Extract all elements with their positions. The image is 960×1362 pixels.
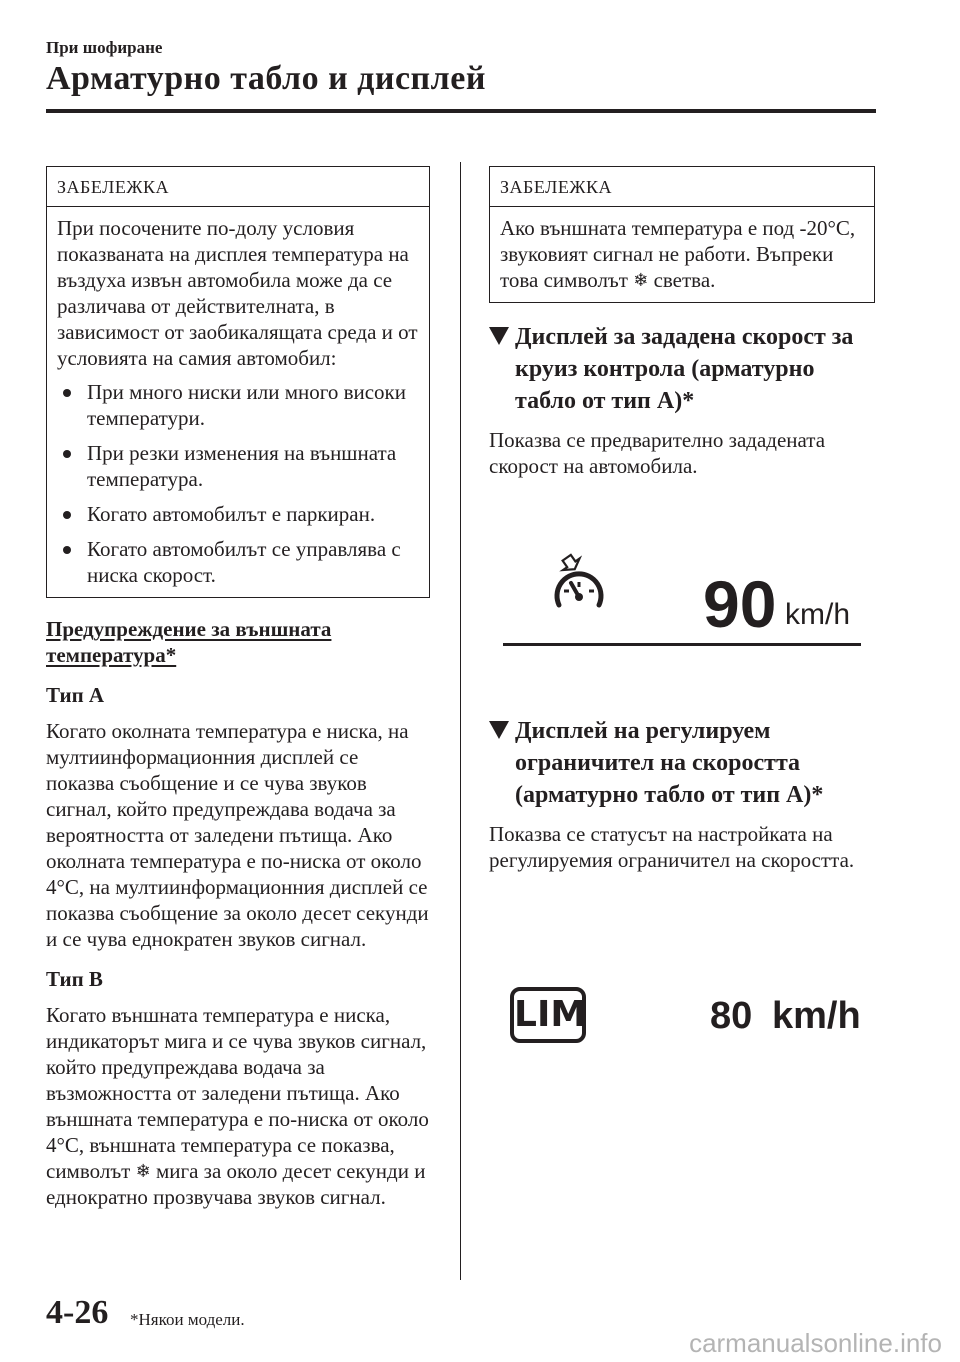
limiter-display-text: Показва се статусът на настройката на регулируемия ограничител на скоростта. <box>489 822 855 872</box>
note-bullet-text: При резки изменения на външната температура. <box>87 441 397 491</box>
triangle-marker-icon <box>489 721 509 739</box>
limiter-speed-unit: km/h <box>772 995 861 1037</box>
watermark: carmanualsonline.info <box>689 1328 942 1358</box>
type-b-text-before: Когато външната температура е ниска, индикаторът мига и се чува звуков сигнал, който предупреждава водача за възможността от заледени пътища. Ако външната температура е по-ниска от около 4°C, външната температура се показва, символът <box>46 1003 429 1183</box>
note-intro: При посочените по-долу условия показваната на дисплея температура на въздуха извън автомобила може да се различава от действителната, в зависимост от заобикалящата среда и от условията на самия автомобил: <box>57 216 418 370</box>
left-column <box>46 166 430 1210</box>
type-b-text-after: мига за около десет секунди и еднократно прозвучава звуков сигнал. <box>46 1159 426 1209</box>
note-body <box>490 207 874 302</box>
warning-heading: Предупреждение за външната температура* <box>46 617 332 667</box>
bullet-dot-icon <box>63 511 71 519</box>
limiter-speed-figure <box>489 873 875 1063</box>
snowflake-icon: ❄ <box>135 1161 151 1182</box>
note-heading: ЗАБЕЛЕЖКА <box>47 167 429 207</box>
type-a-heading: Тип А <box>46 683 105 707</box>
note-text <box>500 215 864 293</box>
cruise-display-text: Показва се предварително зададената скорост на автомобила. <box>489 428 826 478</box>
cruise-underline <box>503 643 861 646</box>
cruise-speed-unit: km/h <box>785 598 851 631</box>
note-bullet <box>57 379 419 431</box>
note-text-before: Ако външната температура е под -20°C, звуковият сигнал не работи. Въпреки това символът <box>500 216 856 292</box>
right-column <box>489 166 875 1063</box>
note-box-temperature <box>46 166 430 598</box>
lim-badge: LIM <box>510 987 586 1043</box>
note-bullet-text: Когато автомобилът е паркиран. <box>87 502 376 526</box>
note-bullet <box>57 440 419 492</box>
cruise-display-heading <box>489 321 875 417</box>
limiter-display-heading <box>489 715 875 811</box>
type-a-text: Когато околната температура е ниска, на мултиинформационния дисплей се показва съобщение и се чува звуков сигнал, който предупреждава водача за вероятността от заледени пътища. Ако околната температура е по-ниска от около 4°C, на мултиинформационния дисплей се показва съобщение за около десет секунди и се чува еднократен звуков сигнал. <box>46 719 429 951</box>
speedometer-set-icon <box>551 549 611 619</box>
note-body <box>47 207 429 597</box>
bullet-dot-icon <box>63 546 71 554</box>
cruise-speed-value: 90 <box>703 567 777 641</box>
note-box-low-temp <box>489 166 875 303</box>
triangle-marker-icon <box>489 327 509 345</box>
page-title: Арматурно табло и дисплей <box>46 60 486 97</box>
note-bullet-list <box>57 379 419 588</box>
page-number: 4-26 <box>46 1294 109 1331</box>
footnote: *Някои модели. <box>130 1310 245 1329</box>
note-heading: ЗАБЕЛЕЖКА <box>490 167 874 207</box>
type-b-paragraph <box>46 1002 430 1210</box>
cruise-display-heading-text: Дисплей за зададена скорост за круиз контрола (арматурно табло от тип А)* <box>515 324 854 414</box>
limiter-speed-value: 80 <box>710 995 753 1037</box>
note-bullet-text: Когато автомобилът се управлява с ниска скорост. <box>87 537 401 587</box>
type-b-heading: Тип B <box>46 967 103 991</box>
section-label: При шофиране <box>46 38 163 57</box>
bullet-dot-icon <box>63 450 71 458</box>
note-bullet <box>57 501 419 527</box>
bullet-dot-icon <box>63 389 71 397</box>
note-text-after: светва. <box>653 268 716 292</box>
note-bullet <box>57 536 419 588</box>
note-bullet-text: При много ниски или много високи температури. <box>87 380 406 430</box>
cruise-speed-figure <box>489 479 875 689</box>
column-divider <box>460 162 461 1280</box>
limiter-display-heading-text: Дисплей на регулируем ограничител на скоростта (арматурно табло от тип А)* <box>515 718 824 808</box>
snowflake-icon: ❄ <box>633 270 649 291</box>
header-rule <box>46 109 876 113</box>
